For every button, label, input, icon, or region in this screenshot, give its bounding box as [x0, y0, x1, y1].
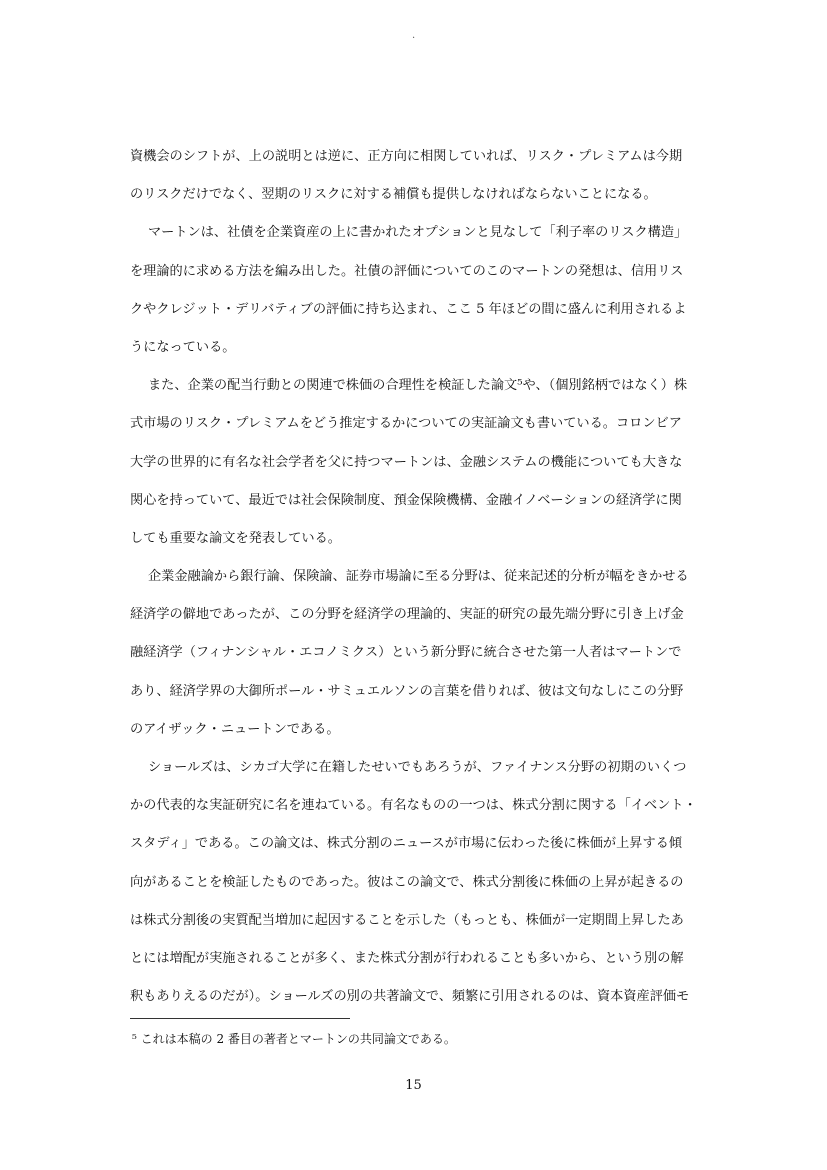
text-line: とには増配が実施されることが多く、また株式分割が行われることも多いから、という別の解	[130, 950, 684, 966]
text-line: を理論的に求める方法を編み出した。社債の評価についてのこのマートンの発想は、信用リス	[130, 263, 684, 279]
footnote: ⁵ これは本稿の 2 番目の著者とマートンの共同論文である。	[132, 1032, 456, 1046]
text-line: ショールズは、シカゴ大学に在籍したせいでもあろうが、ファイナンス分野の初期のいくつ	[148, 760, 687, 775]
text-line: 資機会のシフトが、上の説明とは逆に、正方向に相関していれば、リスク・プレミアムは今期	[130, 149, 683, 164]
text-line: 関心を持っていて、最近では社会保険制度、預金保険機構、金融イノベーションの経済学に関	[130, 492, 682, 508]
text-line: 企業金融論から銀行論、保険論、証券市場論に至る分野は、従来記述的分析が幅をきかせる	[148, 569, 689, 585]
text-line: 向があることを検証したものであった。彼はこの論文で、株式分割後に株価の上昇が起きるの	[130, 874, 684, 890]
text-line: マートンは、社債を企業資産の上に書かれたオプションと見なして「利子率のリスク構造」	[148, 225, 688, 241]
text-line: 釈もありえるのだが）。ショールズの別の共著論文で、頻繁に引用されるのは、資本資産評価モ	[130, 989, 690, 1005]
top-mark: .	[412, 30, 416, 41]
text-line: 経済学の僻地であったが、この分野を経済学の理論的、実証的研究の最先端分野に引き上げ金	[130, 607, 684, 623]
text-line: うになっている。	[130, 339, 236, 355]
text-line: 融経済学（フィナンシャル・エコノミクス）という新分野に統合させた第一人者はマートンで	[130, 645, 682, 661]
page-number: 15	[405, 1078, 422, 1093]
text-line: のアイザック・ニュートンである。	[130, 721, 340, 737]
text-line: 大学の世界的に有名な社会学者を父に持つマートンは、金融システムの機能についても大きな	[130, 454, 683, 470]
text-line: あり、経済学界の大御所ポール・サミュエルソンの言葉を借りれば、彼は文句なしにこの分野	[130, 683, 684, 699]
text-line: かの代表的な実証研究に名を連ねている。有名なものの一つは、株式分割に関する「イベント・	[130, 798, 697, 814]
text-line: また、企業の配当行動との関連で株価の合理性を検証した論文⁵や、（個別銘柄ではなく）株	[148, 378, 688, 394]
body-text	[130, 138, 720, 1016]
text-line: 式市場のリスク・プレミアムをどう推定するかについての実証論文も書いている。コロンビア	[130, 416, 682, 432]
text-line: スタディ」である。この論文は、株式分割のニュースが市場に伝わった後に株価が上昇する傾	[130, 836, 683, 852]
text-line: のリスクだけでなく、翌期のリスクに対する補償も提供しなければならないことになる。	[130, 187, 657, 203]
text-line: は株式分割後の実質配当増加に起因することを示した（もっとも、株価が一定期間上昇したあ	[130, 912, 684, 928]
text-line: しても重要な論文を発表している。	[130, 530, 341, 546]
footnote-divider	[130, 1018, 350, 1019]
text-line: クやクレジット・デリバティブの評価に持ち込まれ、ここ 5 年ほどの間に盛んに利用されるよ	[130, 301, 687, 317]
